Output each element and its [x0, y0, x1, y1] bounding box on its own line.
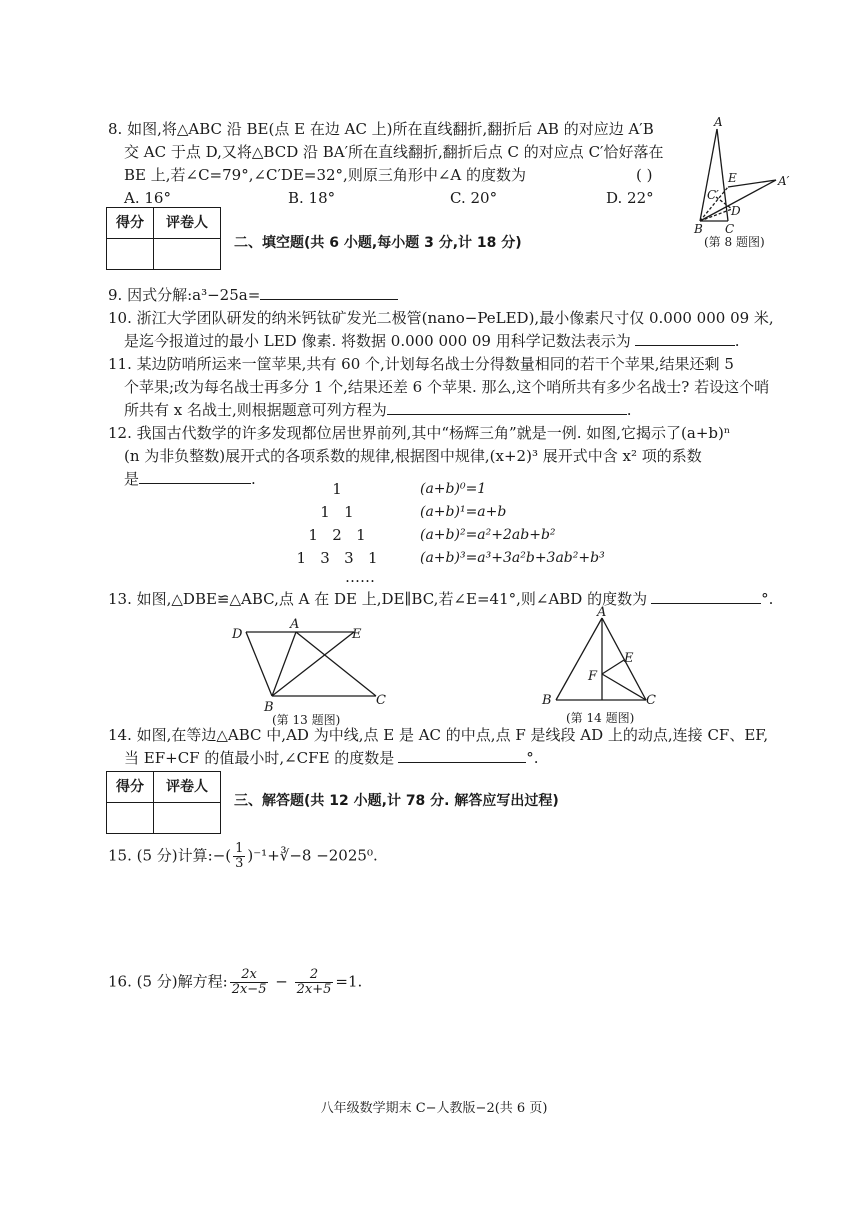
fig8-label-a-prime: A′	[778, 174, 790, 188]
q8-line-3: BE 上,若∠C=79°,∠C′DE=32°,则原三角形中∠A 的度数为	[124, 166, 526, 184]
q8-figure	[690, 115, 800, 255]
q10-answer-blank	[635, 331, 735, 346]
triangle-row-2: 1 2 1	[308, 526, 366, 544]
page-footer: 八年级数学期末 C−人教版−2(共 6 页)	[320, 1101, 548, 1116]
q11-answer-blank	[387, 400, 627, 415]
fig13-caption: (第 13 题图)	[272, 713, 341, 726]
q8-option-a: A. 16°	[124, 189, 171, 207]
fig8-label-e: E	[728, 171, 737, 185]
q12-line-3: 是 .	[124, 470, 256, 488]
fig8-label-c-prime: C′	[707, 188, 719, 202]
triangle-row-3: 1 3 3 1	[296, 549, 378, 567]
fig13-label-d: D	[232, 627, 243, 642]
expansion-3: (a+b)³=a³+3a²b+3ab²+b³	[420, 550, 605, 566]
q14-answer-blank	[398, 748, 526, 763]
expansion-0: (a+b)⁰=1	[420, 481, 487, 497]
triangle-row-0: 1	[332, 480, 342, 498]
q8-option-c: C. 20°	[450, 189, 498, 207]
section-3-title: 三、解答题(共 12 小题,计 78 分. 解答应写出过程)	[234, 793, 559, 809]
q13-line: 13. 如图,△DBE≌△ABC,点 A 在 DE 上,DE∥BC,若∠E=41°,则∠ABD 的度数为 °.	[108, 590, 774, 608]
q16-fraction-2: $\frac{2}{2x+5}$	[296, 967, 332, 997]
q13-answer-blank	[651, 589, 761, 604]
q14-line-2: 当 EF+CF 的值最小时,∠CFE 的度数是 °.	[124, 749, 539, 767]
section-2-title: 二、填空题(共 6 小题,每小题 3 分,计 18 分)	[234, 235, 522, 251]
fig13-label-a: A	[290, 617, 300, 632]
score-cell	[107, 803, 154, 834]
fig13-label-c: C	[376, 693, 386, 708]
q9-line: 9. 因式分解:a³−25a=	[108, 284, 398, 306]
q16-line: 16. (5 分)解方程: $\frac{2x}{2x-5}$ − $\frac{2}{2x+5}$ =1.	[108, 967, 363, 997]
q12-line-1: 12. 我国古代数学的许多发现都位居世界前列,其中“杨辉三角”就是一例. 如图,它揭示了(a+b)ⁿ	[108, 424, 731, 442]
fig8-label-b: B	[694, 222, 703, 236]
q8-line-1: 8. 如图,将△ABC 沿 BE(点 E 在边 AC 上)所在直线翻折,翻折后 AB 的对应边 A′B	[108, 120, 654, 138]
yanghui-triangle	[262, 478, 412, 588]
score-box-section-2	[106, 207, 221, 270]
fig14-label-e: E	[624, 651, 634, 666]
q11-line-1: 11. 某边防哨所运来一筐苹果,共有 60 个,计划每名战士分得数量相同的若干个苹果,结果还剩 5	[108, 355, 734, 373]
fig14-label-b: B	[542, 693, 552, 708]
fig8-caption: (第 8 题图)	[704, 235, 765, 249]
q8-answer-paren: ( )	[636, 166, 653, 184]
triangle-ellipsis: ……	[345, 568, 375, 586]
grader-cell	[154, 239, 221, 270]
q16-fraction-1: $\frac{2x}{2x-5}$	[231, 967, 267, 997]
fig8-label-c: C	[725, 222, 735, 236]
grader-cell	[154, 803, 221, 834]
fig8-label-d: D	[731, 204, 741, 218]
q8-option-b: B. 18°	[288, 189, 336, 207]
score-label: 得分	[107, 208, 154, 239]
q9-answer-blank	[260, 285, 398, 300]
q14-line-1: 14. 如图,在等边△ABC 中,AD 为中线,点 E 是 AC 的中点,点 F 是线段 AD 上的动点,连接 CF、EF,	[108, 726, 769, 744]
q11-line-3: 所共有 x 名战士,则根据题意可列方程为 .	[124, 401, 632, 419]
q13-figure	[226, 612, 396, 726]
score-cell	[107, 239, 154, 270]
expansion-2: (a+b)²=a²+2ab+b²	[420, 527, 556, 543]
score-box-section-3	[106, 771, 221, 834]
grader-label: 评卷人	[154, 208, 221, 239]
fig14-caption: (第 14 题图)	[566, 711, 635, 725]
fig14-label-c: C	[646, 693, 656, 708]
q8-line-2: 交 AC 于点 D,又将△BCD 沿 BA′所在直线翻折,翻折后点 C 的对应点 C′恰好落在	[124, 143, 664, 161]
fig14-label-f: F	[588, 669, 598, 684]
fig13-label-b: B	[264, 700, 274, 715]
q12-answer-blank	[139, 469, 251, 484]
q8-option-d: D. 22°	[606, 189, 654, 207]
fig13-label-e: E	[352, 627, 362, 642]
score-label: 得分	[107, 772, 154, 803]
grader-label: 评卷人	[154, 772, 221, 803]
q11-line-2: 个苹果;改为每名战士再多分 1 个,结果还差 6 个苹果. 那么,这个哨所共有多少名战士? 若设这个哨	[124, 378, 770, 396]
q10-line-2: 是迄今报道过的最小 LED 像素. 将数据 0.000 000 09 用科学记数法表示为 .	[124, 332, 740, 350]
q14-figure	[538, 604, 668, 726]
fig8-label-a: A	[714, 115, 723, 129]
expansion-1: (a+b)¹=a+b	[420, 504, 507, 520]
q10-line-1: 10. 浙江大学团队研发的纳米钙钛矿发光二极管(nano−PeLED),最小像素尺寸仅 0.000 000 09 米,	[108, 309, 774, 327]
q12-line-2: (n 为非负整数)展开式的各项系数的规律,根据图中规律,(x+2)³ 展开式中含 x² 项的系数	[124, 447, 702, 465]
q15-fraction: $\frac{1}{3}$	[235, 841, 244, 871]
q15-line: 15. (5 分)计算:−( $\frac{1}{3}$ )⁻¹+∛−8 −2025⁰.	[108, 841, 378, 871]
fig14-label-a: A	[597, 605, 607, 620]
binomial-expansions	[420, 478, 605, 570]
triangle-row-1: 1 1	[320, 503, 354, 521]
